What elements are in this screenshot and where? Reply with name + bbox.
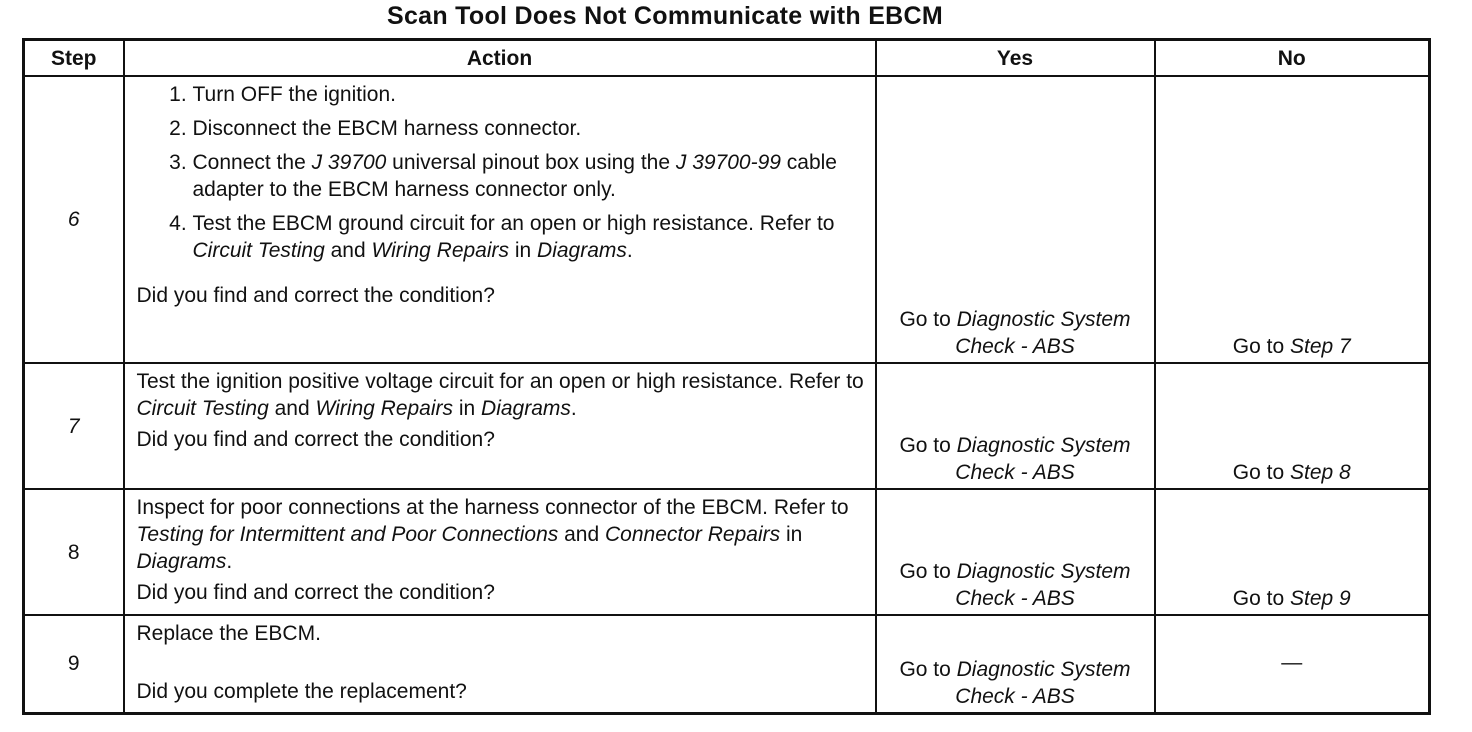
list-item: 2. Disconnect the EBCM harness connector. [193, 115, 865, 142]
action-text: Test the ignition positive voltage circuit for an open or high resistance. Refer to Circuit Testing and Wiring Repairs in Diagrams. [136, 370, 864, 420]
action-cell [124, 489, 876, 615]
step-number: 7 [24, 363, 124, 489]
header-action: Action [124, 40, 876, 77]
header-step: Step [24, 40, 124, 77]
table-row [24, 76, 1430, 363]
header-no: No [1155, 40, 1430, 77]
step-number: 6 [24, 76, 124, 363]
yes-cell: Go to Diagnostic System Check - ABS [876, 489, 1155, 615]
action-cell [124, 363, 876, 489]
no-cell: Go to Step 8 [1155, 363, 1430, 489]
header-row [24, 40, 1430, 77]
action-text: Inspect for poor connections at the harness connector of the EBCM. Refer to Testing for Intermittent and Poor Connections and Connector Repairs in Diagrams. [136, 496, 849, 573]
list-item: 1. Turn OFF the ignition. [193, 81, 865, 108]
list-item: 3. Connect the J 39700 universal pinout box using the J 39700-99 cable adapter to the EBCM harness connector only. [193, 149, 865, 203]
action-cell [124, 615, 876, 713]
table-row [24, 489, 1430, 615]
table-row [24, 363, 1430, 489]
header-yes: Yes [876, 40, 1155, 77]
step-number: 9 [24, 615, 124, 713]
question-text: Did you find and correct the condition? [136, 284, 495, 307]
yes-cell: Go to Diagnostic System Check - ABS [876, 363, 1155, 489]
step-number: 8 [24, 489, 124, 615]
question-text: Did you complete the replacement? [136, 680, 467, 703]
table-row [24, 615, 1430, 713]
action-list [137, 81, 865, 264]
yes-cell: Go to Diagnostic System Check - ABS [876, 615, 1155, 713]
diagnostic-table [22, 38, 1431, 715]
action-cell [124, 76, 876, 363]
no-cell: — [1155, 615, 1430, 713]
question-text: Did you find and correct the condition? [136, 428, 495, 451]
yes-cell: Go to Diagnostic System Check - ABS [876, 76, 1155, 363]
action-text: Replace the EBCM. [136, 622, 321, 645]
question-text: Did you find and correct the condition? [136, 581, 495, 604]
list-item: 4. Test the EBCM ground circuit for an open or high resistance. Refer to Circuit Testing and Wiring Repairs in Diagrams. [193, 210, 865, 264]
no-cell: Go to Step 7 [1155, 76, 1430, 363]
no-cell: Go to Step 9 [1155, 489, 1430, 615]
page-title: Scan Tool Does Not Communicate with EBCM [386, 2, 944, 30]
